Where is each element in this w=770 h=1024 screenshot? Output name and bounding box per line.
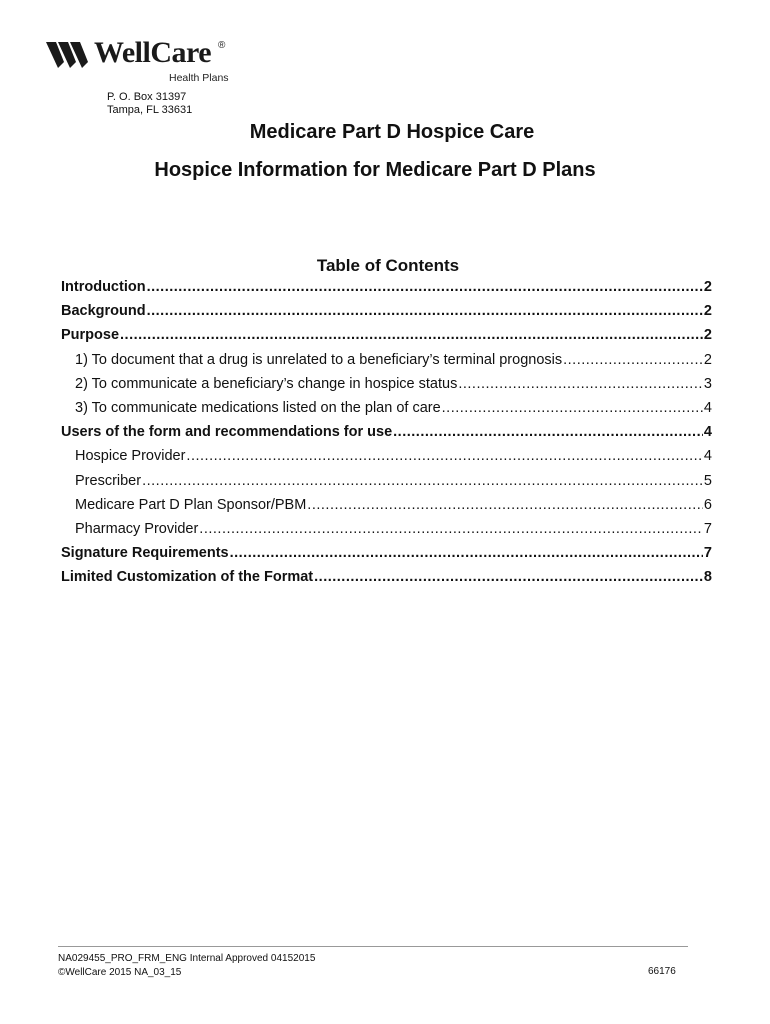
toc-entry-page: 2 [703, 303, 712, 320]
toc-entry-label: 2) To communicate a beneficiary’s change in hospice status [75, 375, 458, 392]
wellcare-logo [44, 36, 234, 90]
toc-entry-prescriber[interactable] [61, 473, 712, 497]
toc-entry-plan-sponsor[interactable] [61, 497, 712, 521]
toc-entry-label: Prescriber [75, 472, 142, 489]
toc-entry-label: Introduction [61, 279, 146, 295]
toc-entry-purpose-2[interactable] [61, 376, 712, 400]
toc-dot-leader [142, 473, 703, 489]
toc-entry-label: Hospice Provider [75, 448, 186, 465]
toc-entry-label: 3) To communicate medications listed on the plan of care [75, 399, 441, 416]
toc-dot-leader [147, 279, 703, 295]
toc-entry-pharmacy-provider[interactable] [61, 521, 712, 545]
footer-info [58, 952, 315, 980]
document-subtitle: Hospice Information for Medicare Part D Plans [154, 159, 596, 181]
toc-entry-purpose[interactable] [61, 327, 712, 351]
toc-entry-signature-requirements[interactable] [61, 545, 712, 569]
toc-entry-page: 4 [703, 448, 712, 465]
toc-entry-page: 4 [703, 399, 712, 416]
address-line-1: P. O. Box 31397 [107, 91, 187, 103]
toc-entry-page: 7 [703, 520, 712, 537]
footer-code: 66176 [648, 966, 676, 977]
toc-entry-purpose-1[interactable] [61, 352, 712, 376]
mailing-address [107, 91, 192, 117]
toc-entry-hospice-provider[interactable] [61, 448, 712, 472]
toc-entry-users-of-form[interactable] [61, 424, 712, 448]
table-of-contents [61, 279, 712, 593]
toc-entry-page: 2 [703, 351, 712, 368]
toc-entry-label: 1) To document that a drug is unrelated to a beneficiary’s terminal prognosis [75, 351, 563, 368]
toc-entry-page: 8 [703, 569, 712, 586]
footer-form-id: NA029455_PRO_FRM_ENG Internal Approved 04152015 [58, 953, 316, 964]
toc-entry-introduction[interactable] [61, 279, 712, 303]
toc-dot-leader [442, 400, 703, 416]
toc-entry-label: Limited Customization of the Format [61, 569, 314, 586]
toc-dot-leader [458, 376, 703, 392]
logo-wordmark: WellCare [94, 36, 212, 69]
toc-entry-page: 5 [703, 472, 712, 489]
toc-entry-page: 3 [703, 375, 712, 392]
toc-entry-page: 7 [703, 545, 712, 562]
toc-entry-label: Signature Requirements [61, 545, 229, 562]
toc-entry-purpose-3[interactable] [61, 400, 712, 424]
toc-entry-label: Users of the form and recommendations for use [61, 424, 393, 441]
toc-entry-page: 4 [703, 424, 712, 441]
toc-dot-leader [393, 424, 703, 440]
footer-divider [58, 946, 688, 947]
toc-dot-leader [120, 327, 703, 343]
toc-entry-limited-customization[interactable] [61, 569, 712, 593]
toc-entry-label: Medicare Part D Plan Sponsor/PBM [75, 496, 307, 513]
toc-dot-leader [230, 545, 703, 561]
toc-entry-label: Purpose [61, 327, 120, 344]
toc-dot-leader [199, 521, 703, 537]
wellcare-wave-mark-icon [44, 40, 96, 70]
toc-entry-label: Pharmacy Provider [75, 520, 199, 537]
footer-copyright: ©WellCare 2015 NA_03_15 [58, 967, 182, 978]
logo-registered-mark: ® [218, 40, 226, 51]
toc-heading: Table of Contents [316, 256, 460, 275]
document-title: Medicare Part D Hospice Care [249, 121, 535, 143]
address-line-2: Tampa, FL 33631 [107, 104, 193, 116]
toc-entry-page: 6 [703, 496, 712, 513]
toc-dot-leader [147, 303, 703, 319]
toc-entry-label: Background [61, 303, 146, 320]
toc-entry-background[interactable] [61, 303, 712, 327]
toc-entry-page: 2 [703, 279, 712, 295]
toc-dot-leader [563, 352, 703, 368]
toc-dot-leader [186, 448, 703, 464]
toc-dot-leader [314, 569, 703, 585]
toc-entry-page: 2 [703, 327, 712, 344]
logo-subtitle: Health Plans [169, 72, 229, 84]
toc-dot-leader [307, 497, 703, 513]
